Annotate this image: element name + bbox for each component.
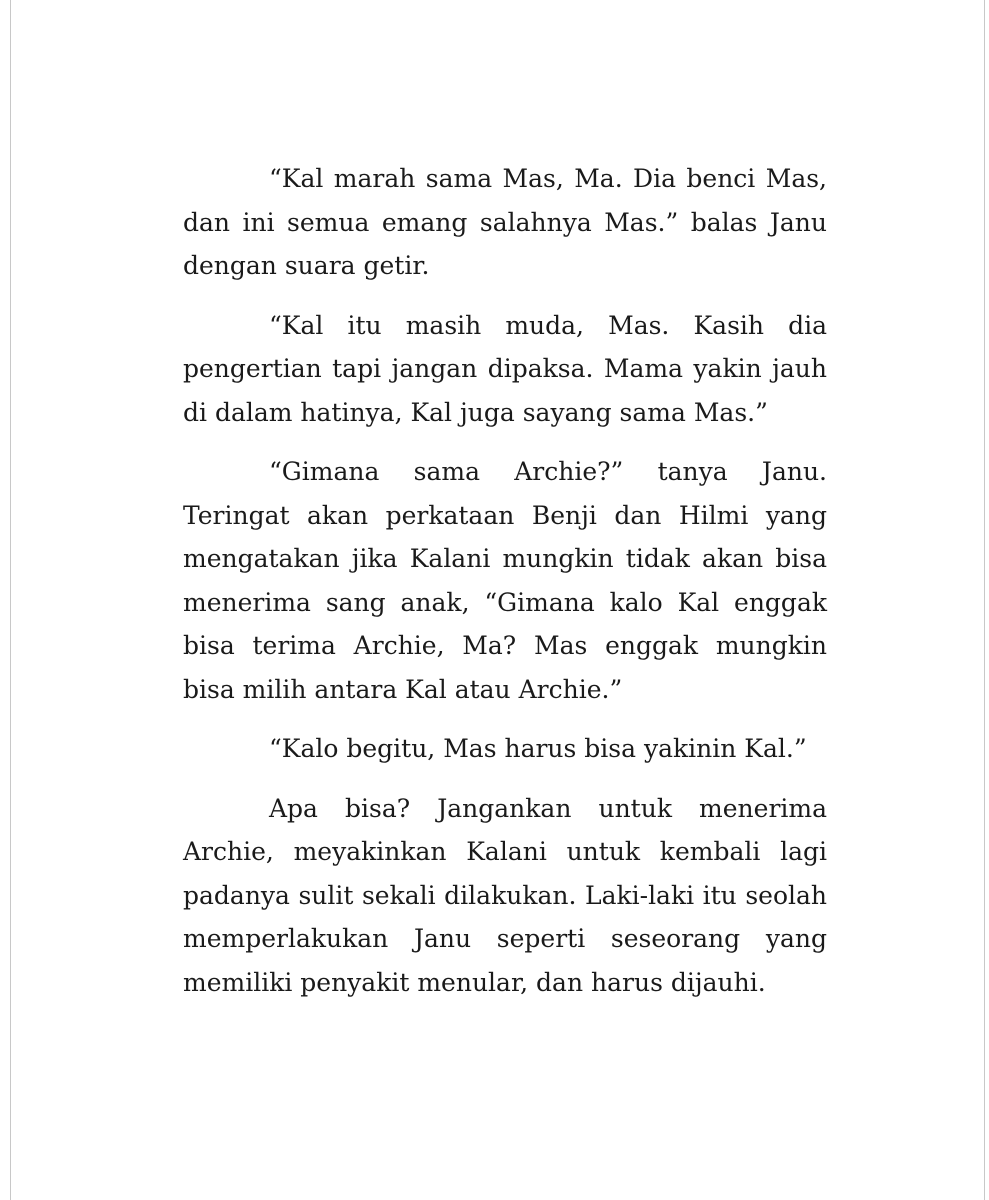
- document-body: [183, 157, 827, 1020]
- paragraph: “Gimana sama Archie?” tanya Janu. Teringat akan perkataan Benji dan Hilmi yang mengatakan jika Kalani mungkin tidak akan bisa menerima sang anak, “Gimana kalo Kal enggak bisa terima Archie, Ma? Mas enggak mungkin bisa milih antara Kal atau Archie.”: [183, 457, 827, 704]
- paragraph: “Kal itu masih muda, Mas. Kasih dia pengertian tapi jangan dipaksa. Mama yakin jauh di dalam hatinya, Kal juga sayang sama Mas.”: [183, 310, 827, 427]
- paragraph: “Kal marah sama Mas, Ma. Dia benci Mas, dan ini semua emang salahnya Mas.” balas Janu dengan suara getir.: [183, 164, 827, 280]
- paragraph: Apa bisa? Jangankan untuk menerima Archie, meyakinkan Kalani untuk kembali lagi padanya sulit sekali dilakukan. Laki-laki itu seolah memperlakukan Janu seperti seseorang yang memiliki penyakit menular, dan harus dijauhi.: [183, 793, 827, 997]
- paragraph: “Kalo begitu, Mas harus bisa yakinin Kal.”: [269, 734, 807, 763]
- document-page: [10, 0, 985, 1200]
